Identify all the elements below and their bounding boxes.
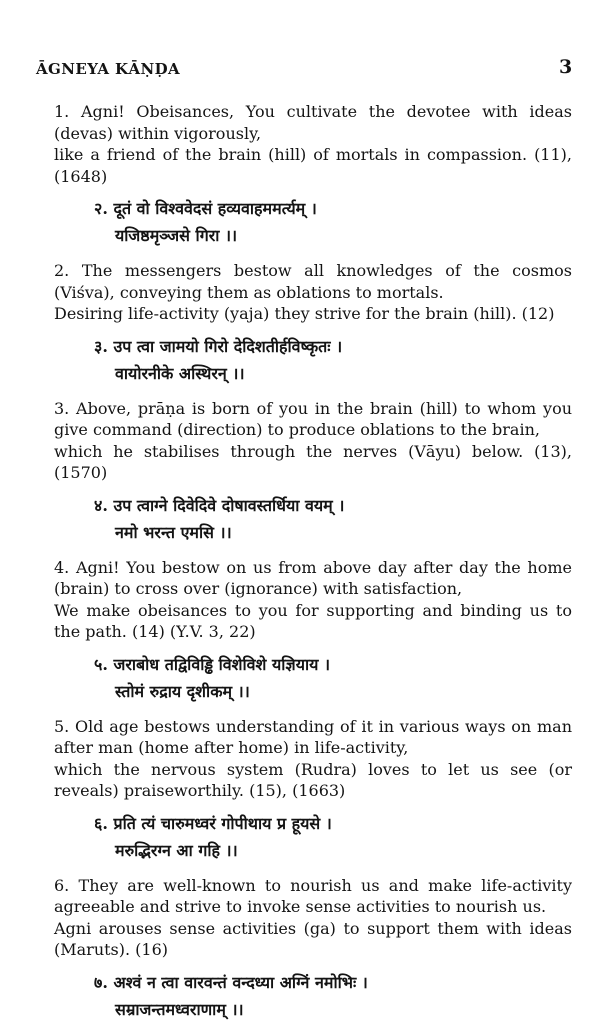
sanskrit-verse-5 bbox=[94, 651, 572, 705]
translation-line: which he stabilises through the nerves (Vāyu) below. (13),(1570) bbox=[54, 441, 572, 482]
translation-line: Desiring life-activity (yaja) they strive for the brain (hill). (12) bbox=[54, 304, 555, 323]
sanskrit-line: सम्राजन्तमध्वराणाम् ।। bbox=[115, 999, 244, 1019]
page-body bbox=[36, 101, 572, 1034]
verse-3-translation bbox=[36, 398, 572, 484]
translation-line: 2. The messengers bestow all knowledges of the cosmos (Viśva), conveying them as oblations to mortals. bbox=[54, 261, 572, 302]
translation-line: 5. Old age bestows understanding of it in various ways on man after man (home after home) in life-activity, bbox=[54, 716, 572, 757]
sanskrit-line: ७. अश्वं न त्वा वारवन्तं वन्दध्या अग्निं नमोभिः । bbox=[94, 972, 368, 992]
sanskrit-line: ६. प्रति त्यं चारुमध्वरं गोपीथाय प्र हूयसे । bbox=[94, 813, 332, 833]
sanskrit-line: ५. जराबोध तद्विविड्ढि विशेविशे यज्ञियाय । bbox=[94, 654, 331, 674]
sanskrit-line: नमो भरन्त एमसि ।। bbox=[115, 522, 232, 542]
running-header-title: ĀGNEYA KĀṆḌA bbox=[36, 60, 181, 78]
page-number: 3 bbox=[559, 56, 573, 78]
translation-line: 1. Agni! Obeisances, You cultivate the devotee with ideas (devas) within vigorously, bbox=[54, 102, 572, 143]
sanskrit-verse-3 bbox=[94, 333, 572, 387]
translation-line: Agni arouses sense activities (ga) to support them with ideas (Maruts). (16) bbox=[54, 918, 572, 959]
sanskrit-verse-2 bbox=[94, 195, 572, 249]
verse-1-translation bbox=[36, 101, 572, 187]
translation-line: We make obeisances to you for supporting and binding us to the path. (14) (Y.V. 3, 22) bbox=[54, 600, 572, 641]
translation-line: like a friend of the brain (hill) of mortals in compassion. (11), (1648) bbox=[54, 145, 572, 186]
sanskrit-verse-7 bbox=[94, 969, 572, 1023]
translation-line: 6. They are well-known to nourish us and make life-activity agreeable and strive to invoke sense activities to nourish us. bbox=[54, 875, 572, 916]
verse-2-translation bbox=[36, 260, 572, 325]
sanskrit-line: मरुद्भिरग्न आ गहि ।। bbox=[115, 840, 238, 860]
sanskrit-line: २. दूतं वो विश्ववेदसं हव्यवाहममर्त्यम् । bbox=[94, 199, 317, 218]
sanskrit-verse-6 bbox=[94, 810, 572, 864]
translation-line: 3. Above, prāṇa is born of you in the brain (hill) to whom you give command (direction) to produce oblations to the brain, bbox=[54, 398, 572, 439]
sanskrit-verse-4 bbox=[94, 492, 572, 546]
sanskrit-line: स्तोमं रुद्राय दृशीकम् ।। bbox=[115, 681, 250, 701]
sanskrit-line: वायोरनीके अस्थिरन् ।। bbox=[115, 363, 245, 383]
verse-5-translation bbox=[36, 716, 572, 802]
sanskrit-line: ४. उप त्वाग्ने दिवेदिवे दोषावस्तर्धिया वयम् । bbox=[94, 495, 345, 515]
sanskrit-line: यजिष्ठमृञ्जसे गिरा ।। bbox=[115, 226, 238, 245]
translation-line: which the nervous system (Rudra) loves to let us see (or reveals) praiseworthily. (15), (1663) bbox=[54, 759, 572, 800]
verse-6-translation bbox=[36, 875, 572, 961]
translation-line: 4. Agni! You bestow on us from above day after day the home (brain) to cross over (ignorance) with satisfaction, bbox=[54, 557, 572, 598]
sanskrit-line: ३. उप त्वा जामयो गिरो देदिशतीर्हविष्कृतः । bbox=[94, 336, 343, 356]
verse-4-translation bbox=[36, 557, 572, 643]
